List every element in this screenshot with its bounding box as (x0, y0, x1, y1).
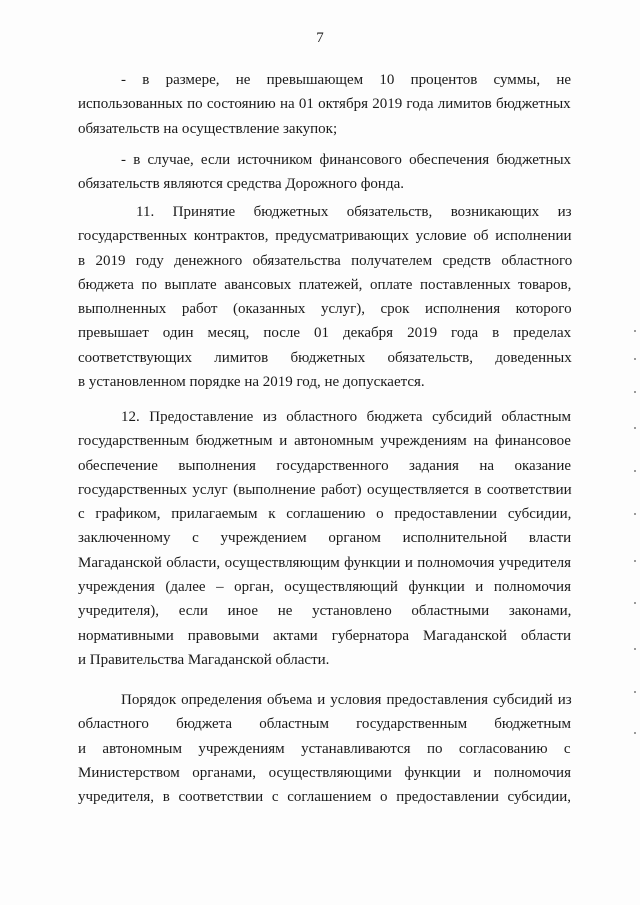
paragraph-4 (78, 405, 571, 672)
text-line: и автономным учреждениям устанавливаются по согласованию с (78, 740, 571, 757)
text-line: Порядок определения объема и условия предоставления субсидий из (121, 692, 572, 708)
text-line: в установленном порядке на 2019 год, не допускается. (78, 374, 425, 391)
paragraph-3 (78, 200, 571, 394)
text-line: превышает один месяц, после 01 декабря 2019 года в пределах (78, 325, 572, 342)
page-number: 7 (316, 30, 324, 46)
text-line: 12. Предоставление из областного бюджета субсидий областным (121, 409, 572, 425)
text-line: нормативными правовыми актами губернатора Магаданской области (78, 627, 571, 644)
text-line: использованных по состоянию на 01 октября 2019 года лимитов бюджетных (78, 96, 571, 113)
text-line: учреждения (далее – орган, осуществляющий функции и полномочия (78, 579, 571, 596)
text-line: бюджета по выплате авансовых платежей, оплате поставленных товаров, (78, 276, 572, 293)
text-line: с графиком, прилагаемым к соглашению о предоставлении субсидии, (78, 506, 572, 523)
text-line: государственных контрактов, предусматривающих условие об исполнении (78, 228, 572, 245)
text-line: соответствующих лимитов бюджетных обязательств, доведенных (78, 349, 572, 366)
text-line: учредителя), если иное не установлено областными законами, (78, 603, 572, 620)
paragraph-5 (78, 688, 571, 809)
text-line: государственных услуг (выполнение работ) осуществляется в соответствии (78, 481, 572, 498)
paragraph-2 (78, 148, 571, 197)
text-line: обязательств являются средства Дорожного фонда. (78, 176, 404, 193)
paragraph-1 (78, 68, 571, 141)
text-line: заключенному с учреждением органом исполнительной власти (78, 530, 572, 547)
text-line: в 2019 году денежного обязательства получателем средств областного (78, 252, 573, 269)
text-line: выполненных работ (оказанных услуг), срок исполнения которого (78, 301, 572, 318)
scan-edge-marks (632, 330, 636, 750)
text-line: - в размере, не превышающем 10 процентов суммы, не (121, 72, 572, 88)
text-line: Магаданской области, осуществляющим функции и полномочия учредителя (78, 554, 572, 571)
text-line: обеспечение выполнения государственного задания на оказание (78, 457, 572, 474)
text-line: учредителя, в соответствии с соглашением о предоставлении субсидии, (78, 789, 572, 806)
text-line: - в случае, если источником финансового обеспечения бюджетных (121, 152, 572, 168)
text-line: областного бюджета областным государственным бюджетным (78, 716, 571, 733)
text-line: обязательств на осуществление закупок; (78, 120, 338, 137)
text-line: государственным бюджетным и автономным учреждениям на финансовое (78, 433, 571, 450)
text-line: 11. Принятие бюджетных обязательств, возникающих из (136, 204, 572, 220)
text-line: и Правительства Магаданской области. (78, 651, 330, 668)
text-line: Министерством органами, осуществляющими функции и полномочия (78, 764, 571, 781)
